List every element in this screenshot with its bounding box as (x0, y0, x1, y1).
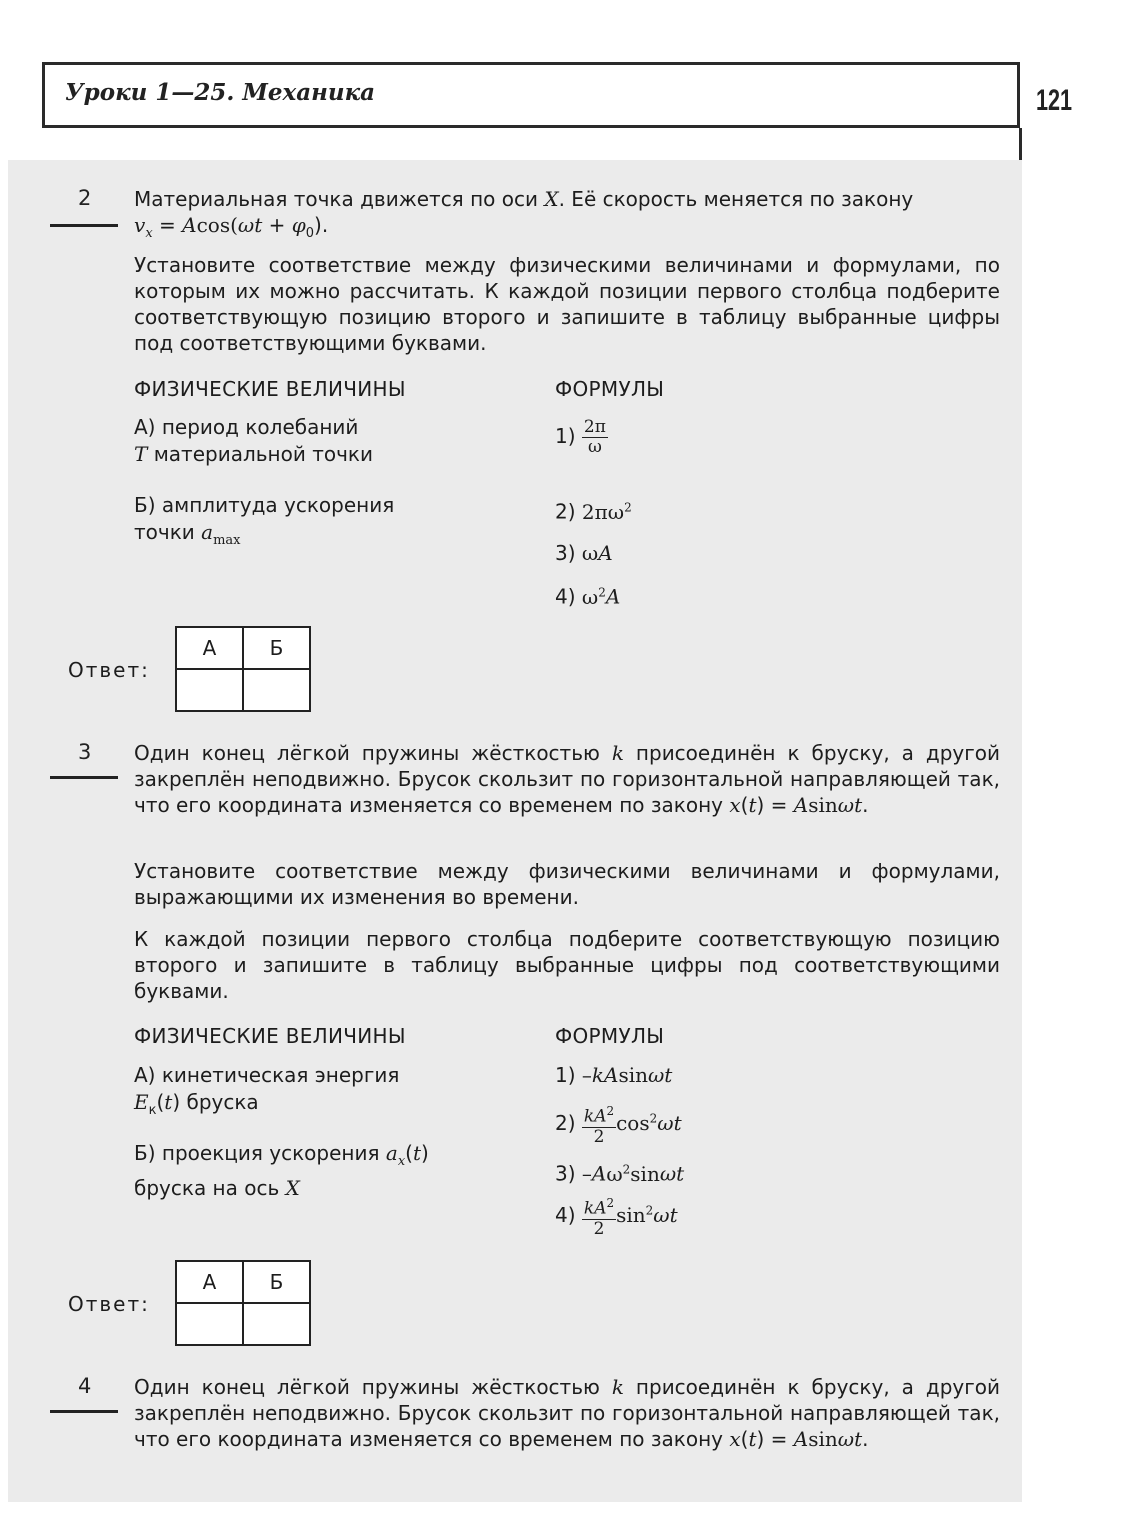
task-3-formula-2: 2) $\frac{kA^2}{2}$ $\cos^2\omega t$ (555, 1104, 682, 1147)
task-3-number: 3 (78, 740, 92, 764)
content-panel (8, 160, 1022, 1502)
task-2-formula-1: 1) $\frac{2\pi}{\omega}$ (555, 417, 606, 457)
task-2-formula-3: 3) ωA (555, 541, 613, 565)
task-2-formula-4: 4) $\omega^2A$ (555, 584, 621, 609)
answer-header-a: А (176, 1261, 243, 1303)
task-3-quantities-heading: ФИЗИЧЕСКИЕ ВЕЛИЧИНЫ (134, 1024, 406, 1048)
task-2-formula-2: 2) $2\pi\omega^2$ (555, 499, 632, 524)
task-3-quantity-a: А) кинетическая энергия $E_к(t)$ бруска (134, 1063, 400, 1118)
task-4-number: 4 (78, 1374, 92, 1398)
task-3-rule (50, 776, 118, 779)
chapter-header (42, 62, 1020, 128)
answer-cell-b[interactable] (243, 1303, 310, 1345)
task-3-formulas-heading: ФОРМУЛЫ (555, 1024, 665, 1048)
task-4-rule (50, 1410, 118, 1413)
task-2-rule (50, 224, 118, 227)
task-3-instruction-2: К каждой позиции первого столбца подберите соответствующую позицию второго и запишите в таблицу выбранные цифры под соответствующими буквами. (134, 927, 1000, 1003)
margin-rule (1019, 128, 1022, 162)
chapter-title: Уроки 1—25. Механика (65, 79, 376, 106)
task-3-formula-4: 4) $\frac{kA^2}{2}$ $\sin^2\omega t$ (555, 1196, 678, 1239)
task-3-answer-table (175, 1260, 311, 1346)
task-2-quantity-a: А) период колебаний T материальной точки (134, 415, 373, 466)
answer-header-a: А (176, 627, 243, 669)
answer-cell-a[interactable] (176, 1303, 243, 1345)
answer-header-b: Б (243, 627, 310, 669)
task-2-instruction: Установите соответствие между физическими величинами и формулами, по которым их можно рассчитать. К каждой позиции первого столбца подберите соответствующую позицию второго и запишите в таблицу выбранные цифры под соответствующими буквами. (134, 253, 1000, 355)
task-3-formula-1: 1) –kAsinωt (555, 1063, 673, 1087)
task-2-intro: Материальная точка движется по оси X. Её скорость меняется по закону $v_x = Acos(\omega t + \varphi_0)$. (134, 187, 914, 241)
task-3-answer-label: Ответ: (68, 1292, 150, 1316)
page-number: 121 (1036, 84, 1073, 117)
task-2-number: 2 (78, 186, 92, 210)
answer-cell-b[interactable] (243, 669, 310, 711)
task-2-quantities-heading: ФИЗИЧЕСКИЕ ВЕЛИЧИНЫ (134, 377, 406, 401)
task-3-formula-3: 3) $-A\omega^2\sin\omega t$ (555, 1161, 685, 1186)
task-4-intro: Один конец лёгкой пружины жёсткостью k присоединён к бруску, а другой закреплён неподвижно. Брусок скользит по горизонтальной направляющей так, что его координата изменяется со временем по закону x(t) = Asinωt. (134, 1375, 1000, 1451)
answer-header-b: Б (243, 1261, 310, 1303)
task-2-quantity-b: Б) амплитуда ускорения точки $a_{max}$ (134, 493, 395, 548)
task-2-answer-label: Ответ: (68, 658, 150, 682)
task-3-intro: Один конец лёгкой пружины жёсткостью k присоединён к бруску, а другой закреплён неподвижно. Брусок скользит по горизонтальной направляющей так, что его координата изменяется со временем по закону x(t) = Asinωt. (134, 741, 1000, 817)
answer-cell-a[interactable] (176, 669, 243, 711)
task-3-instruction-1: Установите соответствие между физическими величинами и формулами, выражающими их изменения во времени. (134, 859, 1000, 909)
task-3-quantity-b: Б) проекция ускорения $a_x(t)$ бруска на ось X (134, 1141, 429, 1200)
task-2-formulas-heading: ФОРМУЛЫ (555, 377, 665, 401)
task-2-answer-table (175, 626, 311, 712)
